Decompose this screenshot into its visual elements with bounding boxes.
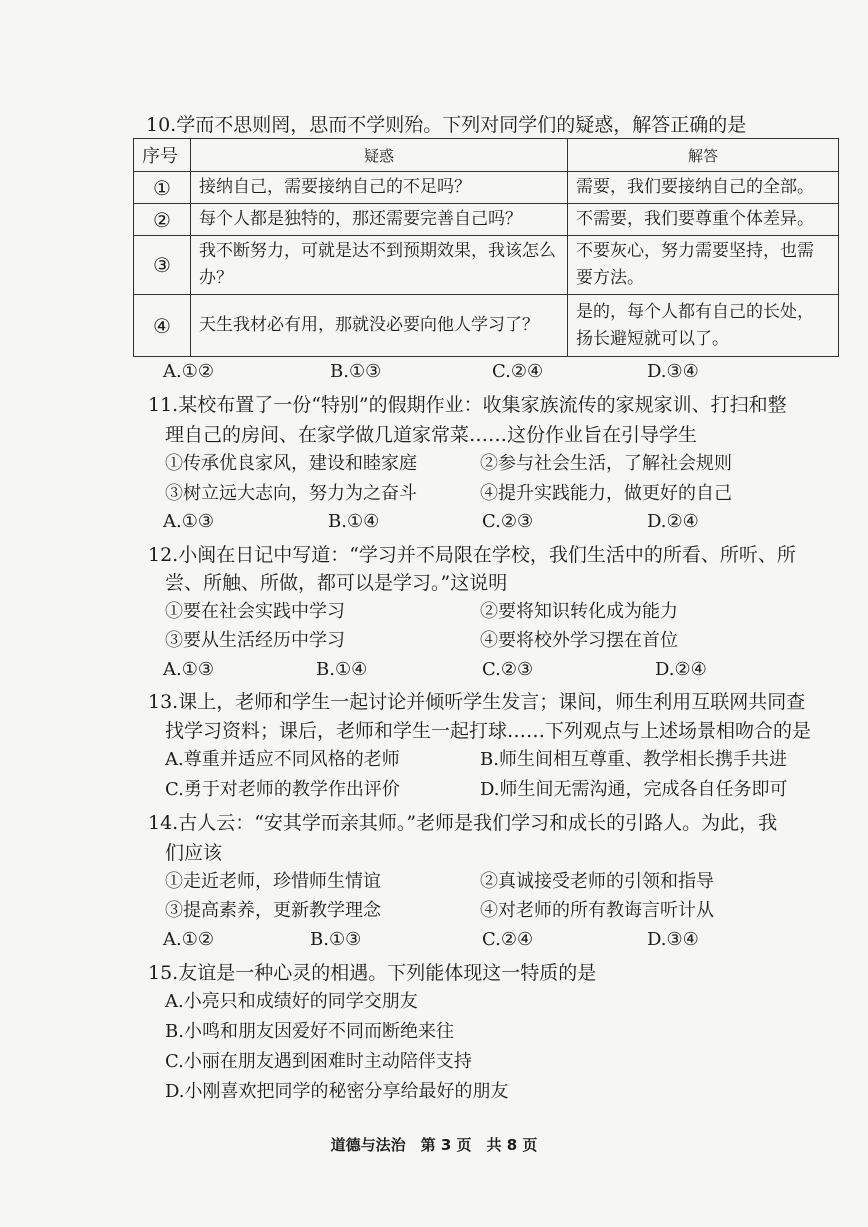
option-a: A.①③	[163, 659, 214, 680]
row-doubt: 我不断努力，可就是达不到预期效果，我该怎么办？	[191, 236, 568, 295]
question-11-stem: 11.某校布置了一份“特别”的假期作业：收集家族流传的家规家训、打扫和整	[148, 394, 787, 416]
question-10-stem: 10.学而不思则罔，思而不学则殆。下列对同学们的疑惑，解答正确的是	[146, 114, 747, 136]
row-number: ②	[134, 204, 191, 236]
option-c: C.②④	[492, 361, 544, 382]
option-c: C.小丽在朋友遇到困难时主动陪伴支持	[165, 1051, 472, 1072]
option-a: A.小亮只和成绩好的同学交朋友	[165, 991, 418, 1012]
row-answer: 需要，我们要接纳自己的全部。	[568, 172, 839, 204]
statement-1: ①传承优良家风，建设和睦家庭	[165, 453, 417, 474]
question-10-table	[133, 138, 839, 357]
option-c: C.勇于对老师的教学作出评价	[165, 779, 400, 800]
row-answer: 不需要，我们要尊重个体差异。	[568, 204, 839, 236]
table-row	[134, 236, 839, 295]
statement-2: ②要将知识转化成为能力	[480, 601, 678, 622]
option-a: A.①②	[163, 929, 214, 950]
page-footer: 道德与法治 第 3 页 共 8 页	[330, 1136, 538, 1154]
question-14-stem-cont: 们应该	[165, 842, 223, 864]
statement-3: ③树立远大志向，努力为之奋斗	[165, 483, 417, 504]
table-header-row	[134, 139, 839, 172]
statement-3: ③要从生活经历中学习	[165, 630, 345, 651]
option-a: A.①②	[163, 361, 214, 382]
row-number: ③	[134, 236, 191, 295]
option-b: B.①③	[310, 929, 362, 950]
option-b: B.师生间相互尊重、教学相长携手共进	[480, 749, 787, 770]
table-row	[134, 295, 839, 357]
table-row	[134, 204, 839, 236]
option-b: B.①④	[328, 511, 380, 532]
option-c: C.②③	[482, 659, 534, 680]
option-b: B.①④	[316, 659, 368, 680]
statement-1: ①走近老师，珍惜师生情谊	[165, 871, 381, 892]
row-answer: 不要灰心，努力需要坚持，也需要方法。	[568, 236, 839, 295]
row-number: ④	[134, 295, 191, 357]
table-header-number: 序号	[134, 139, 191, 172]
question-15-stem: 15.友谊是一种心灵的相遇。下列能体现这一特质的是	[148, 962, 597, 984]
row-doubt: 天生我材必有用，那就没必要向他人学习了？	[191, 295, 568, 357]
statement-3: ③提高素养，更新教学理念	[165, 900, 381, 921]
option-c: C.②③	[482, 511, 534, 532]
question-13-stem: 13.课上，老师和学生一起讨论并倾听学生发言；课间，师生利用互联网共同查	[148, 691, 806, 713]
option-c: C.②④	[482, 929, 534, 950]
option-d: D.③④	[647, 361, 699, 382]
option-b: B.①③	[330, 361, 382, 382]
row-doubt: 每个人都是独特的，那还需要完善自己吗？	[191, 204, 568, 236]
statement-4: ④要将校外学习摆在首位	[480, 630, 678, 651]
option-d: D.②④	[655, 659, 707, 680]
option-a: A.①③	[163, 511, 214, 532]
question-12-stem: 12.小闽在日记中写道：“学习并不局限在学校，我们生活中的所看、所听、所	[148, 544, 796, 566]
option-b: B.小鸣和朋友因爱好不同而断绝来往	[165, 1021, 454, 1042]
question-12-stem-cont: 尝、所触、所做，都可以是学习。”这说明	[165, 572, 508, 594]
statement-2: ②真诚接受老师的引领和指导	[480, 871, 714, 892]
statement-4: ④对老师的所有教诲言听计从	[480, 900, 714, 921]
table-header-answer: 解答	[568, 139, 839, 172]
question-14-stem: 14.古人云：“安其学而亲其师。”老师是我们学习和成长的引路人。为此，我	[148, 812, 778, 834]
row-answer: 是的，每个人都有自己的长处，扬长避短就可以了。	[568, 295, 839, 357]
statement-2: ②参与社会生活，了解社会规则	[480, 453, 732, 474]
option-a: A.尊重并适应不同风格的老师	[165, 749, 400, 770]
question-13-stem-cont: 找学习资料；课后，老师和学生一起打球……下列观点与上述场景相吻合的是	[165, 720, 812, 742]
option-d: D.②④	[647, 511, 699, 532]
statement-1: ①要在社会实践中学习	[165, 601, 345, 622]
row-number: ①	[134, 172, 191, 204]
option-d: D.师生间无需沟通，完成各自任务即可	[480, 779, 788, 800]
table-row	[134, 172, 839, 204]
question-11-stem-cont: 理自己的房间、在家学做几道家常菜……这份作业旨在引导学生	[165, 424, 698, 446]
option-d: D.③④	[647, 929, 699, 950]
table-header-doubt: 疑惑	[191, 139, 568, 172]
row-doubt: 接纳自己，需要接纳自己的不足吗？	[191, 172, 568, 204]
option-d: D.小刚喜欢把同学的秘密分享给最好的朋友	[165, 1081, 509, 1102]
statement-4: ④提升实践能力，做更好的自己	[480, 483, 732, 504]
